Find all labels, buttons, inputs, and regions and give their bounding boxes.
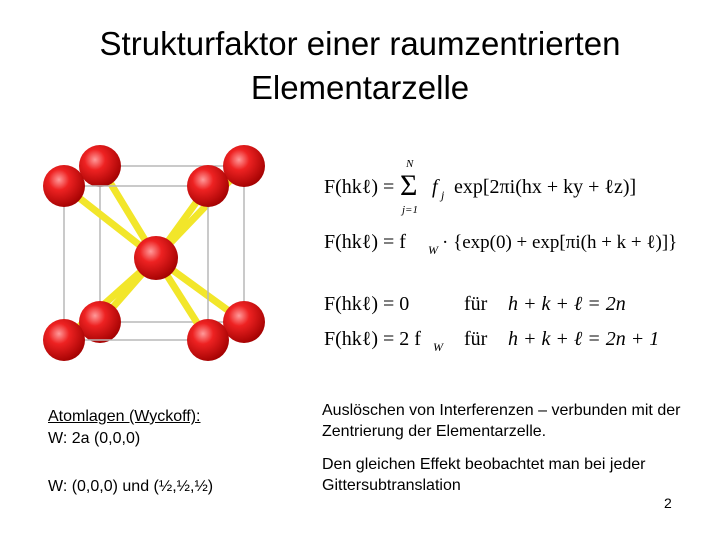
page-number: 2 (664, 495, 672, 511)
atom-back-bottom-left (79, 301, 121, 343)
formula-general (324, 158, 636, 216)
formula-reflection (324, 328, 659, 354)
wyckoff-heading: Atomlagen (Wyckoff): (48, 408, 201, 425)
title-line-2: Elementarzelle (250, 69, 470, 106)
formula-1-sum-sign: Σ (400, 169, 418, 202)
atom-back-bottom-right (223, 301, 265, 343)
formula-4-condition: h + k + ℓ = 2n + 1 (508, 328, 660, 350)
formula-4-sub: W (433, 340, 443, 354)
formula-2-lhs: F(hkℓ) = f (324, 231, 406, 253)
wyckoff-positions: W: (0,0,0) und (½,½,½) (48, 478, 214, 495)
formula-1-sum-bottom: j=1 (402, 204, 418, 216)
formula-1-lhs: F(hkℓ) = (324, 176, 395, 198)
extinction-description: Auslöschen von Interferenzen – verbunden mit der Zentrierung der Elementarzelle. (322, 402, 681, 440)
formula-extinction (324, 293, 626, 315)
formula-4-fuer: für (464, 328, 488, 350)
structure-factor-formulas (320, 155, 700, 355)
formula-3-fuer: für (464, 293, 488, 315)
formula-1-f: f (432, 176, 438, 198)
formula-3-condition: h + k + ℓ = 2n (508, 293, 626, 315)
atom-front-bottom-right (187, 319, 229, 361)
subtranslation-note: Den gleichen Effekt beobachtet man bei jeder Gittersubtranslation (322, 456, 646, 494)
atom-body-center (134, 236, 178, 280)
formula-1-sum-top: N (406, 158, 414, 170)
wyckoff-block (48, 406, 201, 450)
atom-front-top-left (43, 165, 85, 207)
bcc-unit-cell-illustration (30, 140, 290, 380)
wyckoff-site: W: 2a (0,0,0) (48, 430, 141, 447)
formula-2-sub: W (428, 243, 438, 257)
formula-4-lhs: F(hkℓ) = 2 f (324, 328, 421, 350)
formula-3-lhs: F(hkℓ) = 0 (324, 293, 410, 315)
formula-1-f-sub: j (441, 188, 445, 202)
title-line-1: Strukturfaktor einer raumzentrierten (99, 25, 621, 62)
slide-title (40, 22, 680, 110)
formula-2-exp: · {exp(0) + exp[πi(h + k + ℓ)]} (442, 232, 678, 253)
atom-back-top-left (79, 145, 121, 187)
formula-1-exp: exp[2πi(hx + ky + ℓz)] (454, 176, 637, 198)
atom-front-top-right (187, 165, 229, 207)
formula-bcc (324, 231, 677, 257)
atom-back-top-right (223, 145, 265, 187)
atom-front-bottom-left (43, 319, 85, 361)
